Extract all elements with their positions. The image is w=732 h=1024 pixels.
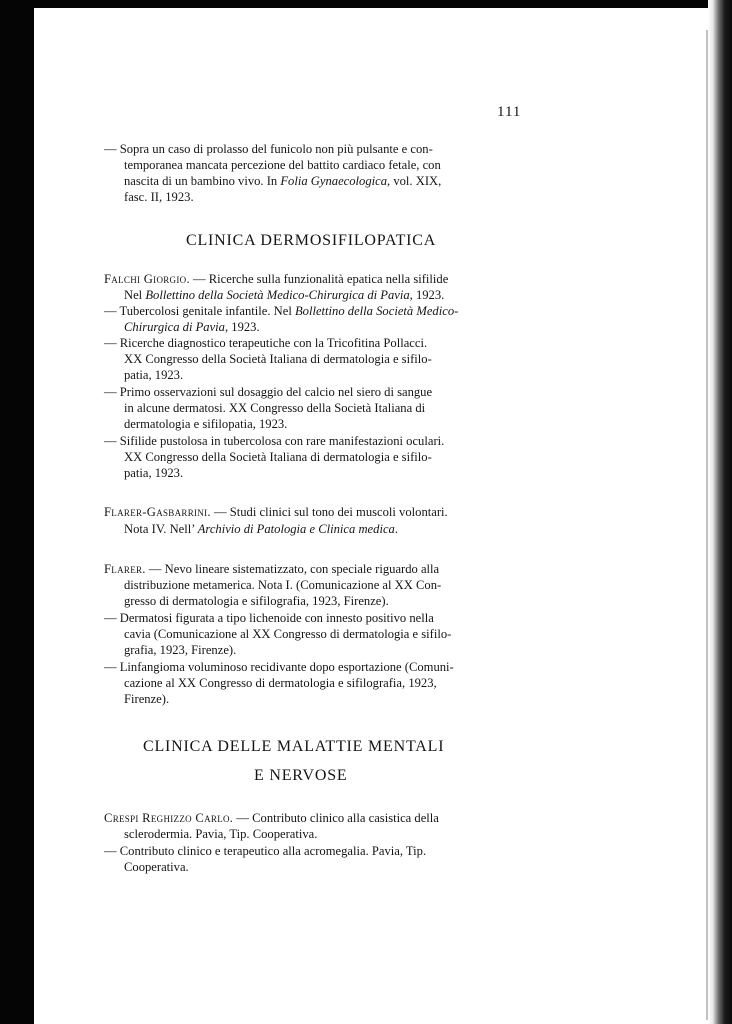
entry-flarer-line-1 — [104, 562, 439, 577]
tubercolosi-text: — Tubercolosi genitale infantile. Nel — [104, 304, 295, 318]
entry-ricerche-line-2: XX Congresso della Società Italiana di dermatologia e sifilo- — [124, 352, 432, 366]
crespi-text: — Contributo clinico alla casistica della — [233, 811, 439, 825]
period-text: . — [394, 522, 398, 536]
journal-title: Bollettino della Società Medico- — [294, 304, 459, 318]
entry-tubercolosi-line-1 — [104, 304, 458, 319]
page-number: 111 — [497, 104, 522, 120]
entry-calcio-line-2: in alcune dermatosi. XX Congresso della Società Italiana di — [124, 401, 426, 415]
journal-title: Bollettino della Società Medico-Chirurgica di Pavia — [145, 288, 410, 302]
nota-text: Nota IV. Nell’ — [124, 522, 198, 536]
intro-line-2: temporanea mancata percezione del battito cardiaco fetale, con — [124, 158, 441, 172]
nel-text: Nel — [124, 288, 146, 302]
entry-dermatosi-line-2: cavia (Comunicazione al XX Congresso di dermatologia e sifilo- — [124, 627, 452, 641]
year-text: , 1923. — [409, 288, 445, 302]
entry-flarer-gasbarrini-line-2 — [124, 522, 398, 537]
section-heading-malattie-mentali: CLINICA DELLE MALATTIE MENTALI — [143, 738, 445, 755]
scan-left-border — [0, 0, 34, 1024]
book-spine-edge — [708, 0, 732, 1024]
intro-volume: , vol. XIX, — [387, 174, 442, 188]
entry-linfangioma-line-2: cazione al XX Congresso di dermatologia e sifilografia, 1923, — [124, 676, 437, 690]
entry-calcio-line-3: dermatologia e sifilopatia, 1923. — [124, 417, 288, 431]
entry-linfangioma-line-1: — Linfangioma voluminoso recidivante dopo esportazione (Comuni- — [104, 660, 454, 674]
section-heading-nervose: E NERVOSE — [254, 767, 348, 784]
intro-line-3 — [124, 174, 441, 189]
entry-tubercolosi-line-2 — [124, 320, 260, 335]
entry-dermatosi-line-1: — Dermatosi figurata a tipo lichenoide con innesto positivo nella — [104, 611, 434, 625]
flarer-gasbarrini-text: — Studi clinici sul tono dei muscoli volontari. — [210, 505, 448, 519]
entry-acromegalia-line-1: — Contributo clinico e terapeutico alla acromegalia. Pavia, Tip. — [104, 844, 427, 858]
journal-title: Folia Gynaecologica — [280, 174, 388, 188]
section-heading-dermosifilopatica: CLINICA DERMOSIFILOPATICA — [186, 232, 437, 249]
year-text: , 1923. — [224, 320, 260, 334]
entry-crespi-line-2: sclerodermia. Pavia, Tip. Cooperativa. — [124, 827, 318, 841]
author-falchi: Falchi Giorgio. — [104, 272, 190, 286]
intro-text: nascita di un bambino vivo. In — [124, 174, 278, 188]
intro-line-4: fasc. II, 1923. — [124, 190, 194, 204]
entry-ricerche-line-3: patia, 1923. — [124, 368, 184, 382]
entry-falchi-line-2 — [124, 288, 444, 303]
scan-top-border — [0, 0, 732, 8]
entry-linfangioma-line-3: Firenze). — [124, 692, 170, 706]
entry-calcio-line-1: — Primo osservazioni sul dosaggio del calcio nel siero di sangue — [104, 385, 433, 399]
entry-flarer-gasbarrini-line-1 — [104, 505, 448, 520]
author-flarer-gasbarrini: Flarer-Gasbarrini. — [104, 505, 211, 519]
entry-flarer-line-2: distribuzione metamerica. Nota I. (Comunicazione al XX Con- — [124, 578, 442, 592]
author-crespi: Crespi Reghizzo Carlo. — [104, 811, 234, 825]
journal-title: Chirurgica di Pavia — [124, 320, 225, 334]
entry-falchi-line-1 — [104, 272, 448, 287]
entry-ricerche-line-1: — Ricerche diagnostico terapeutiche con la Tricofitina Pollacci. — [104, 336, 428, 350]
entry-sifilide-line-1: — Sifilide pustolosa in tubercolosa con rare manifestazioni oculari. — [104, 434, 445, 448]
journal-title: Archivio di Patologia e Clinica medica — [197, 522, 395, 536]
entry-sifilide-line-3: patia, 1923. — [124, 466, 184, 480]
entry-flarer-line-3: gresso di dermatologia e sifilografia, 1923, Firenze). — [124, 594, 389, 608]
intro-line-1: — Sopra un caso di prolasso del funicolo non più pulsante e con- — [104, 142, 433, 156]
falchi-text: — Ricerche sulla funzionalità epatica nella sifilide — [189, 272, 449, 286]
flarer-text: — Nevo lineare sistematizzato, con speciale riguardo alla — [145, 562, 440, 576]
entry-sifilide-line-2: XX Congresso della Società Italiana di dermatologia e sifilo- — [124, 450, 432, 464]
entry-dermatosi-line-3: grafia, 1923, Firenze). — [124, 643, 237, 657]
entry-crespi-line-1 — [104, 811, 439, 826]
author-flarer: Flarer. — [104, 562, 146, 576]
entry-acromegalia-line-2: Cooperativa. — [124, 860, 189, 874]
